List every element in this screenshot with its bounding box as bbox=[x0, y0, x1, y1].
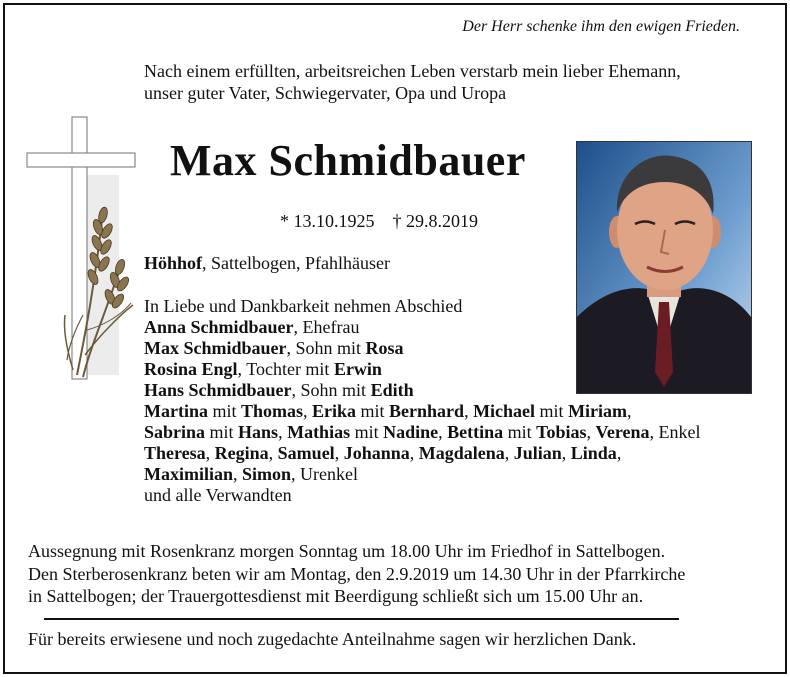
service-info bbox=[28, 540, 768, 608]
mourners-list bbox=[144, 296, 784, 506]
mourner-line: Martina mit Thomas, Erika mit Bernhard, Michael mit Miriam, bbox=[144, 401, 632, 421]
mourner-line: Sabrina mit Hans, Mathias mit Nadine, Bettina mit Tobias, Verena, Enkel bbox=[144, 422, 701, 442]
intro-line: Nach einem erfüllten, arbeitsreichen Leben verstarb mein lieber Ehemann, bbox=[144, 61, 681, 81]
birth-date: * 13.10.1925 bbox=[280, 211, 375, 231]
service-line: in Sattelbogen; der Trauergottesdienst mit Beerdigung schließt sich um 15.00 Uhr an. bbox=[28, 586, 644, 606]
life-dates bbox=[280, 211, 478, 232]
intro-text bbox=[144, 60, 764, 104]
mourners-outro: und alle Verwandten bbox=[144, 485, 292, 505]
deceased-name: Max Schmidbauer bbox=[170, 136, 526, 185]
thanks-text: Für bereits erwiesene und noch zugedachte Anteilnahme sagen wir herzlichen Dank. bbox=[28, 629, 637, 649]
residence-rest: , Sattelbogen, Pfahlhäuser bbox=[202, 253, 390, 273]
mourner-line: Theresa, Regina, Samuel, Johanna, Magdalena, Julian, Linda, bbox=[144, 443, 622, 463]
mourner-line: Max Schmidbauer, Sohn mit Rosa bbox=[144, 338, 404, 358]
intro-line: unser guter Vater, Schwiegervater, Opa und Uropa bbox=[144, 83, 507, 103]
mourner-line: Anna Schmidbauer, Ehefrau bbox=[144, 317, 360, 337]
mourners-intro: In Liebe und Dankbarkeit nehmen Abschied bbox=[144, 296, 463, 316]
motto: Der Herr schenke ihm den ewigen Frieden. bbox=[462, 18, 740, 35]
mourner-line: Maximilian, Simon, Urenkel bbox=[144, 464, 359, 484]
death-date: † 29.8.2019 bbox=[392, 211, 478, 231]
divider bbox=[44, 618, 679, 620]
cross-with-wheat-icon bbox=[25, 115, 137, 390]
service-line: Den Sterberosenkranz beten wir am Montag, den 2.9.2019 um 14.30 Uhr in der Pfarrkirche bbox=[28, 563, 686, 584]
residence-bold: Höhhof bbox=[144, 253, 203, 273]
mourner-line: Rosina Engl, Tochter mit Erwin bbox=[144, 359, 382, 379]
service-line: Aussegnung mit Rosenkranz morgen Sonntag um 18.00 Uhr im Friedhof in Sattelbogen. bbox=[28, 541, 666, 561]
mourner-line: Hans Schmidbauer, Sohn mit Edith bbox=[144, 380, 414, 400]
residence bbox=[144, 253, 390, 274]
